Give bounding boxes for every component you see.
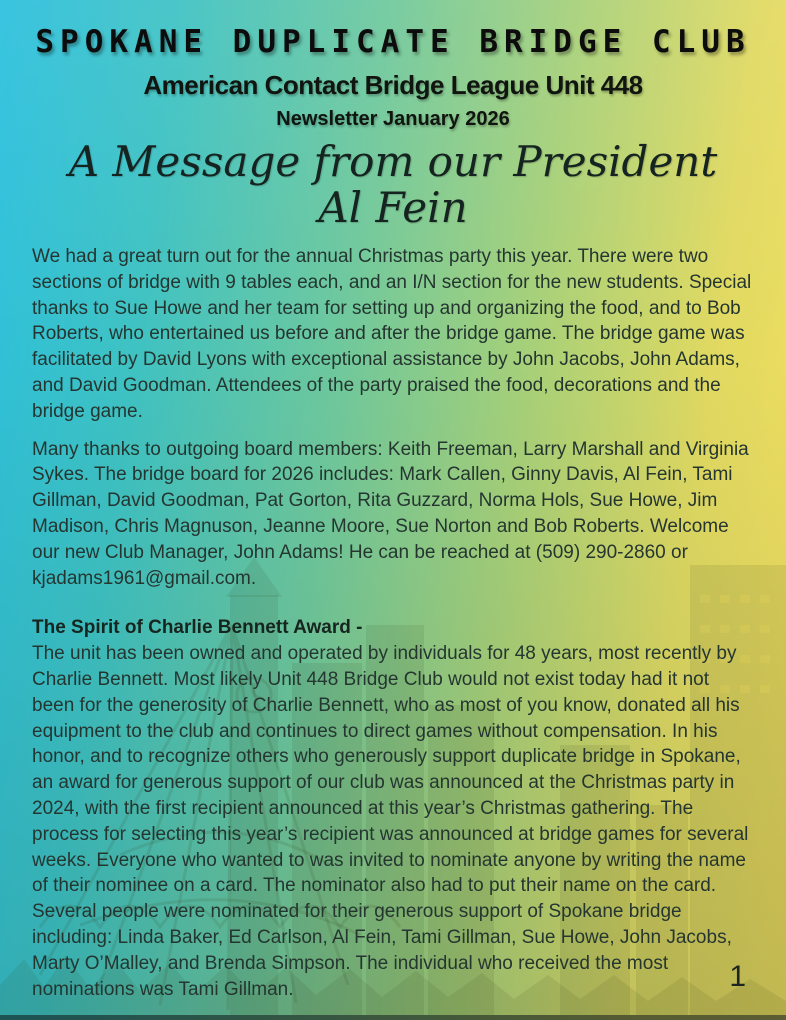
- page-bottom-edge: [0, 1015, 786, 1020]
- award-section: [32, 615, 754, 1002]
- award-body-text: The unit has been owned and operated by individuals for 48 years, most recently by Charlie Bennett. Most likely Unit 448 Bridge Club would not exist today had it not been for the generosity of Charlie Bennett, who as most of you know, donated all his equipment to the club and continues to direct games without compensation. In his honor, and to recognize others who generously support duplicate bridge in Spokane, an award for generous support of our club was announced at the Christmas party in 2024, with the first recipient announced at this year’s Christmas gathering. The process for selecting this year’s recipient was announced at bridge games for several weeks. Everyone who wanted to was invited to nominate anyone by writing the name of their nominee on a card. The nominator also had to put their name on the card. Several people were nominated for their generous support of Spokane bridge including: Linda Baker, Ed Carlson, Al Fein, Tami Gillman, Sue Howe, John Jacobs, Marty O’Malley, and Brenda Simpson. The individual who received the most nominations was Tami Gillman.: [32, 643, 749, 1000]
- newsletter-body: [0, 232, 786, 1002]
- award-heading: The Spirit of Charlie Bennett Award -: [32, 617, 363, 639]
- paragraph-christmas-party: We had a great turn out for the annual Christmas party this year. There were two sections of bridge with 9 tables each, and an I/N section for the new students. Special thanks to Sue Howe and her team for setting up and organizing the food, and to Bob Roberts, who entertained us before and after the bridge game. The bridge game was facilitated by David Lyons with exceptional assistance by John Jacobs, John Adams, and David Goodman. Attendees of the party praised the food, decorations and the bridge game.: [32, 246, 752, 422]
- paragraph-board-members: Many thanks to outgoing board members: Keith Freeman, Larry Marshall and Virginia Sykes. The bridge board for 2026 includes: Mark Callen, Ginny Davis, Al Fein, Tami Gillman, David Goodman, Pat Gorton, Rita Guzzard, Norma Hols, Sue Howe, Jim Madison, Chris Magnuson, Jeanne Moore, Sue Norton and Bob Roberts. Welcome our new Club Manager, John Adams! He can be reached at (509) 290-2860 or kjadams1961@gmail.com.: [32, 438, 749, 589]
- president-message-title: A Message from our President: [68, 137, 718, 186]
- org-subtitle: American Contact Bridge League Unit 448: [143, 70, 643, 100]
- page-number: 1: [729, 960, 746, 993]
- president-name: Al Fein: [318, 182, 468, 232]
- newsletter-date: Newsletter January 2026: [276, 108, 510, 130]
- club-title: SPOKANE DUPLICATE BRIDGE CLUB: [35, 24, 751, 60]
- newsletter-header: [0, 0, 786, 232]
